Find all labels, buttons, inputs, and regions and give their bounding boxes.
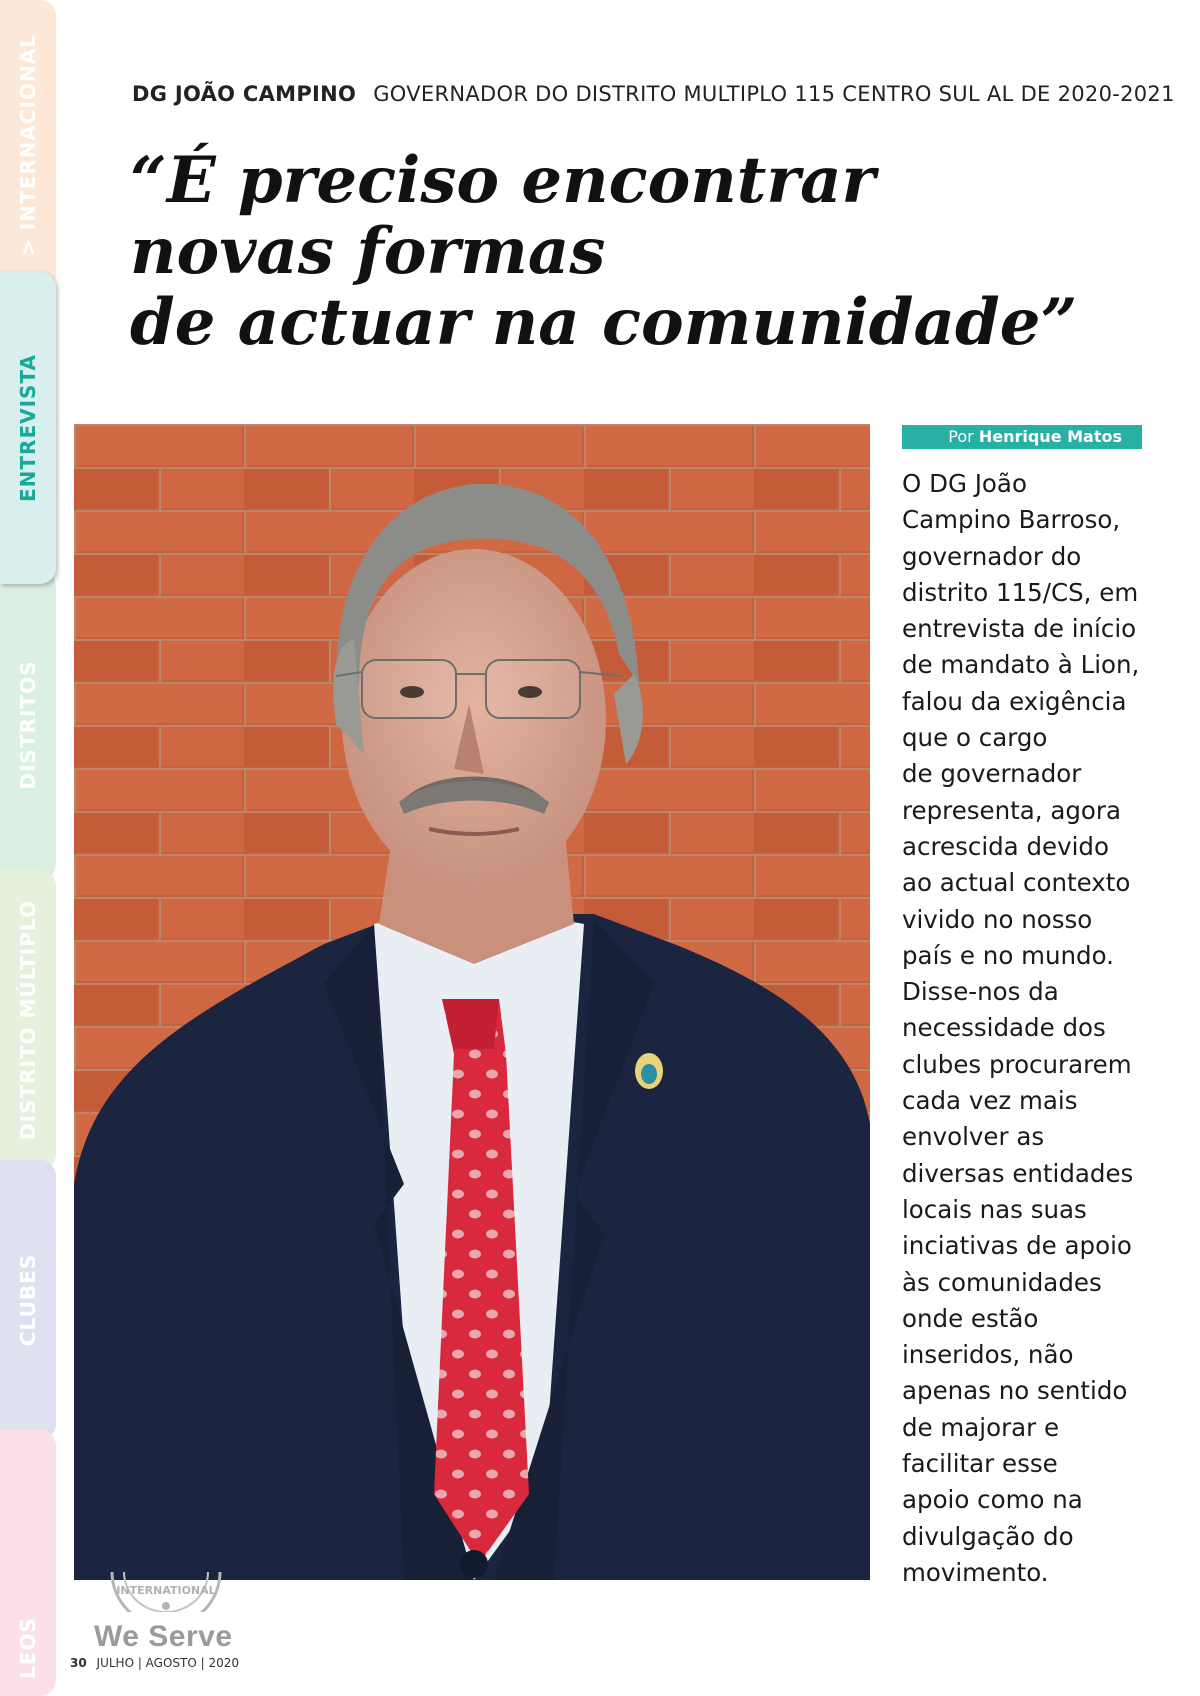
tab-leos[interactable] bbox=[0, 1430, 56, 1696]
headline-line: de actuar na comunidade” bbox=[130, 285, 1078, 360]
tab-label: LEOS bbox=[16, 1617, 40, 1680]
body-line: onde estão bbox=[902, 1303, 1039, 1333]
body-line: apenas no sentido bbox=[902, 1376, 1128, 1406]
body-line: movimento. bbox=[902, 1557, 1049, 1587]
byline-author: Henrique Matos bbox=[978, 427, 1122, 446]
page-number: 30 bbox=[70, 1656, 87, 1670]
body-line: acrescida devido bbox=[902, 831, 1109, 861]
body-line: que o cargo bbox=[902, 723, 1048, 753]
body-line: de governador bbox=[902, 759, 1082, 789]
body-line: clubes procurarem bbox=[902, 1049, 1132, 1079]
body-line: vivido no nosso bbox=[902, 904, 1093, 934]
tab-label: > INTERNACIONAL bbox=[16, 34, 40, 256]
tab-label: DISTRITO MÚLTIPLO bbox=[16, 900, 40, 1140]
body-line: falou da exigência bbox=[902, 686, 1127, 716]
article-headline bbox=[130, 145, 1130, 358]
headline-line: novas formas bbox=[130, 214, 606, 289]
article-lead bbox=[902, 466, 1152, 1591]
tab-distritos[interactable] bbox=[0, 570, 56, 880]
tab-internacional[interactable] bbox=[0, 0, 56, 290]
interviewee-role: GOVERNADOR DO DISTRITO MULTIPLO 115 CENTRO SUL AL DE 2020-2021 bbox=[373, 82, 1175, 106]
tab-entrevista[interactable] bbox=[0, 272, 56, 584]
body-line: facilitar esse bbox=[902, 1449, 1058, 1479]
body-line: governador do bbox=[902, 541, 1082, 571]
body-line: às comunidades bbox=[902, 1267, 1102, 1297]
body-line: de majorar e bbox=[902, 1412, 1060, 1442]
byline-prefix: Por bbox=[948, 427, 974, 446]
body-line: de mandato à Lion, bbox=[902, 650, 1140, 680]
interviewee-name: DG JOÃO CAMPINO bbox=[132, 82, 357, 106]
tab-label: DISTRITOS bbox=[16, 660, 40, 790]
motto: We Serve bbox=[94, 1620, 233, 1653]
tab-clubes[interactable] bbox=[0, 1160, 56, 1440]
tab-label: ENTREVISTA bbox=[16, 354, 40, 502]
byline bbox=[902, 425, 1142, 449]
portrait-photo bbox=[74, 424, 870, 1580]
headline-line: “É preciso encontrar bbox=[130, 143, 876, 218]
body-line: entrevista de início bbox=[902, 614, 1137, 644]
body-line: Campino Barroso, bbox=[902, 505, 1121, 535]
body-line: distrito 115/CS, em bbox=[902, 577, 1139, 607]
tab-distrito-multiplo[interactable] bbox=[0, 870, 56, 1170]
body-line: necessidade dos bbox=[902, 1013, 1106, 1043]
seal-text: INTERNATIONAL bbox=[116, 1584, 216, 1597]
body-line: representa, agora bbox=[902, 795, 1121, 825]
body-line: ao actual contexto bbox=[902, 868, 1131, 898]
issue-date: JULHO | AGOSTO | 2020 bbox=[96, 1656, 240, 1670]
body-line: cada vez mais bbox=[902, 1086, 1078, 1116]
article-kicker bbox=[132, 82, 1175, 106]
body-line: país e no mundo. bbox=[902, 940, 1114, 970]
body-line: envolver as bbox=[902, 1122, 1045, 1152]
body-line: diversas entidades bbox=[902, 1158, 1134, 1188]
body-line: O DG João bbox=[902, 469, 1027, 498]
body-line: locais nas suas bbox=[902, 1194, 1087, 1224]
body-line: divulgação do bbox=[902, 1521, 1074, 1551]
body-line: apoio como na bbox=[902, 1485, 1083, 1515]
lions-seal-icon bbox=[108, 1572, 224, 1612]
page-footer bbox=[70, 1656, 239, 1670]
body-line: inseridos, não bbox=[902, 1340, 1074, 1370]
tab-label: CLUBES bbox=[16, 1253, 40, 1347]
body-line: inciativas de apoio bbox=[902, 1231, 1132, 1261]
body-line: Disse-nos da bbox=[902, 977, 1059, 1007]
